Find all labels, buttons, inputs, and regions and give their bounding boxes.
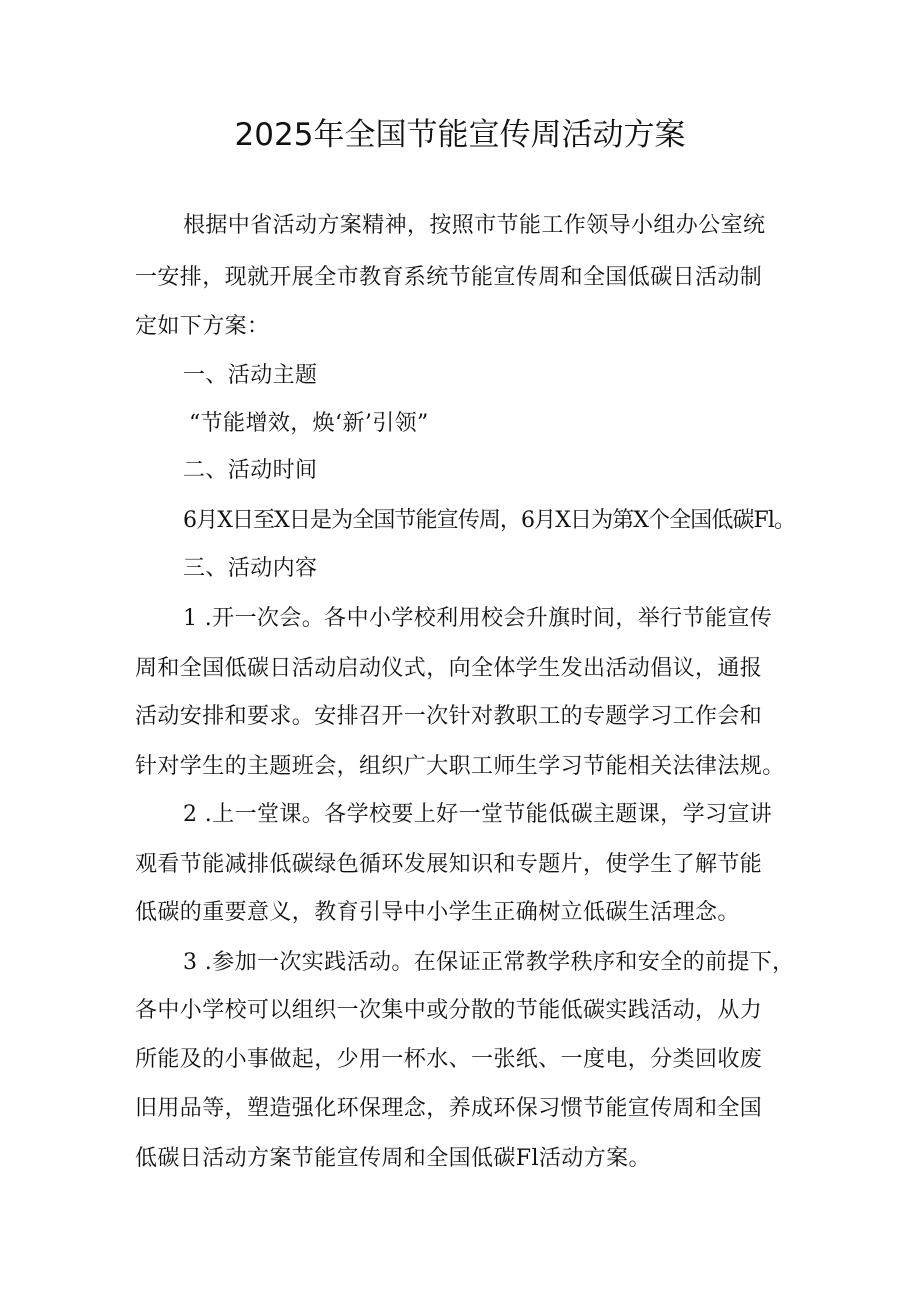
theme-slogan: “节能增效，焕‘新’引领” — [189, 411, 429, 436]
paragraph-line: 所能及的小事做起，少用一杯水、一张纸、一度电，分类回收废 — [135, 1047, 763, 1072]
paragraph-line: 周和全国低碳日活动启动仪式，向全体学生发出活动倡议，通报 — [135, 656, 763, 681]
paragraph-line: 观看节能减排低碳绿色循环发展知识和专题片，使学生了解节能 — [135, 852, 763, 877]
paragraph-line: 一安排，现就开展全市教育系统节能宣传周和全国低碳日活动制 — [135, 265, 763, 290]
paragraph-line: 6月X日至X日是为全国节能宣传周，6月X日为第X个全国低碳Fl。 — [183, 508, 796, 533]
document-title: 2025年全国节能宣传周活动方案 — [234, 117, 686, 153]
section-heading: 三、活动内容 — [183, 556, 318, 581]
paragraph-line: 旧用品等，塑造强化环保理念，养成环保习惯节能宣传周和全国 — [135, 1096, 763, 1121]
paragraph-line: 根据中省活动方案精神，按照市节能工作领导小组办公室统 — [183, 213, 766, 238]
paragraph-line: 2 .上一堂课。各学校要上好一堂节能低碳主题课，学习宣讲 — [183, 802, 773, 827]
paragraph-line: 低碳的重要意义，教育引导中小学生正确树立低碳生活理念。 — [135, 900, 740, 925]
paragraph-line: 活动安排和要求。安排召开一次针对教职工的专题学习工作会和 — [135, 704, 763, 729]
paragraph-line: 3 .参加一次实践活动。在保证正常教学秩序和安全的前提下， — [183, 950, 795, 975]
paragraph-line: 各中小学校可以组织一次集中或分散的节能低碳实践活动，从力 — [135, 998, 763, 1023]
section-heading: 一、活动主题 — [183, 363, 318, 388]
section-heading: 二、活动时间 — [183, 458, 318, 483]
paragraph-line: 1 .开一次会。各中小学校利用校会升旗时间，举行节能宣传 — [183, 606, 773, 631]
paragraph-line: 低碳日活动方案节能宣传周和全国低碳Fl活动方案。 — [135, 1146, 651, 1171]
paragraph-line: 针对学生的主题班会，组织广大职工师生学习节能相关法律法规。 — [135, 754, 785, 779]
paragraph-line: 定如下方案： — [135, 314, 270, 339]
